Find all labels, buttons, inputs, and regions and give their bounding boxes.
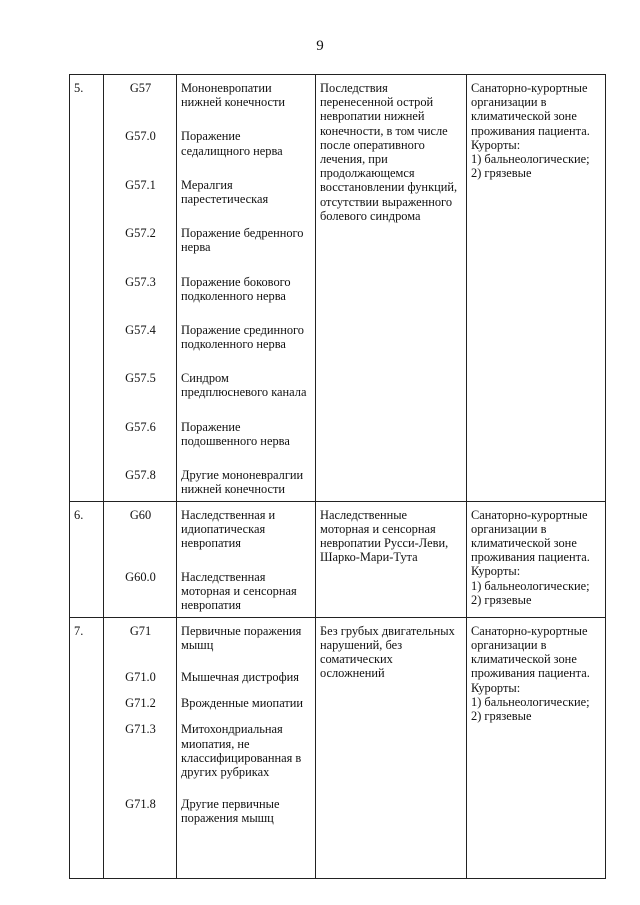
indication-line: отсутствии выраженного [320, 194, 453, 209]
resort-line: Курорты: [471, 564, 521, 579]
icd-code: G60 [129, 507, 152, 522]
resort-line: 2) грязевые [471, 708, 532, 723]
indication-cell [316, 617, 467, 878]
diagnosis-name-line: классифицированная в [181, 750, 302, 765]
resort-cell [467, 75, 606, 502]
diagnosis-name-line: Синдром [181, 371, 229, 386]
diagnosis-name-line: Поражение срединного [181, 322, 304, 337]
diagnosis-name-line: идиопатическая [181, 521, 266, 536]
icd-code: G71.2 [125, 696, 156, 711]
indication-line: восстановлении функций, [320, 180, 458, 195]
icd-code: G57.4 [125, 322, 156, 337]
icd-code: G57.2 [125, 226, 156, 241]
resort-line: 2) грязевые [471, 166, 532, 181]
indication-cell [316, 501, 467, 617]
diagnosis-names-cell [177, 501, 316, 617]
diagnosis-name-line: Митохондриальная [181, 722, 283, 737]
icd-code-entry [108, 468, 173, 496]
diagnosis-name-line: подколенного нерва [181, 288, 286, 303]
icd-code-entry [108, 371, 173, 399]
row-number: 5. [70, 75, 104, 502]
indication-line: болевого синдрома [320, 208, 421, 223]
icd-code-entry [108, 624, 173, 652]
indication-line: соматических [320, 652, 393, 667]
icd-code: G57.5 [125, 371, 156, 386]
resort-line: 1) бальнеологические; [471, 578, 590, 593]
indication-line: Шарко-Мари-Тута [320, 550, 418, 565]
icd-code-entry [108, 797, 173, 825]
indication-line: продолжающемся [320, 166, 415, 181]
icd-code: G57.1 [125, 177, 156, 192]
diagnosis-name-line: нижней конечности [181, 95, 286, 110]
diagnosis-name-line: Мералгия [181, 177, 233, 192]
icd-code-entry [108, 570, 173, 613]
diagnosis-name-line: Первичные поражения [181, 623, 302, 638]
resort-line: 1) бальнеологические; [471, 152, 590, 167]
diagnosis-entry [181, 624, 312, 652]
resort-line: климатической зоне [471, 535, 577, 550]
resort-line: проживания пациента. [471, 550, 590, 565]
indication-line: перенесенной острой [320, 95, 434, 110]
indication-line: невропатии Русси-Леви, [320, 535, 449, 550]
indication-line: конечности, в том числе [320, 123, 448, 138]
icd-code: G57.3 [125, 274, 156, 289]
icd-code: G57 [129, 81, 152, 95]
diagnosis-entry [181, 275, 312, 303]
indication-line: невропатии нижней [320, 109, 425, 124]
diagnosis-name-line: мышц [181, 637, 214, 652]
indication-line: нарушений, без [320, 637, 403, 652]
icd-code-entry [108, 81, 173, 109]
icd-code: G57.8 [125, 468, 156, 483]
diagnosis-name-line: Наследственная и [181, 507, 276, 522]
diagnosis-name-line: парестетическая [181, 191, 269, 206]
indication-cell [316, 75, 467, 502]
icd-code-entry [108, 722, 173, 779]
diagnosis-name-line: нижней конечности [181, 482, 286, 497]
diagnosis-name-line: нерва [181, 240, 211, 255]
icd-code-entry [108, 178, 173, 206]
table-row [70, 617, 606, 878]
diagnosis-name-line: Поражение бокового [181, 274, 291, 289]
diagnosis-name-line: миопатия, не [181, 736, 250, 751]
resort-line: проживания пациента. [471, 666, 590, 681]
icd-code: G57.0 [125, 129, 156, 144]
diagnosis-name-line: Мышечная дистрофия [181, 670, 299, 685]
diagnosis-names-cell [177, 75, 316, 502]
diagnosis-entry [181, 371, 312, 399]
indication-line: Последствия [320, 81, 388, 95]
diagnosis-entry [181, 670, 312, 684]
diagnosis-name-line: подошвенного нерва [181, 433, 290, 448]
icd-code-entry [108, 670, 173, 684]
sanatorium-indications-table [69, 74, 606, 879]
icd-code-entry [108, 420, 173, 448]
icd-code: G57.6 [125, 419, 156, 434]
icd-code: G71.0 [125, 670, 156, 685]
diagnosis-entry [181, 696, 312, 710]
diagnosis-name-line: Другие первичные [181, 797, 280, 812]
diagnosis-name-line: невропатия [181, 598, 241, 613]
icd-codes-cell [104, 75, 177, 502]
diagnosis-name-line: предплюсневого канала [181, 385, 307, 400]
resort-line: Курорты: [471, 137, 521, 152]
resort-line: Курорты: [471, 680, 521, 695]
resort-line: климатической зоне [471, 652, 577, 667]
diagnosis-entry [181, 468, 312, 496]
diagnosis-name-line: других рубриках [181, 765, 270, 780]
diagnosis-name-line: Поражение бедренного [181, 226, 304, 241]
diagnosis-name-line: моторная и сенсорная [181, 584, 297, 599]
page-number: 9 [316, 38, 324, 54]
diagnosis-name-line: Поражение [181, 129, 241, 144]
indication-line: Наследственные [320, 507, 408, 522]
diagnosis-entry [181, 508, 312, 551]
resort-cell [467, 617, 606, 878]
diagnosis-entry [181, 323, 312, 351]
indication-line: Без грубых двигательных [320, 623, 455, 638]
icd-code-entry [108, 696, 173, 710]
resort-line: 2) грязевые [471, 592, 532, 607]
diagnosis-names-cell [177, 617, 316, 878]
diagnosis-name-line: Мононевропатии [181, 81, 272, 95]
table-row [70, 75, 606, 502]
diagnosis-entry [181, 722, 312, 779]
resort-line: организации в [471, 637, 547, 652]
indication-line: лечения, при [320, 152, 388, 167]
diagnosis-entry [181, 129, 312, 157]
icd-code: G71.8 [125, 797, 156, 812]
icd-code-entry [108, 226, 173, 254]
resort-line: организации в [471, 95, 547, 110]
diagnosis-entry [181, 178, 312, 206]
icd-code-entry [108, 508, 173, 551]
row-number: 7. [70, 617, 104, 878]
icd-code-entry [108, 323, 173, 351]
diagnosis-name-line: Поражение [181, 419, 241, 434]
resort-line: Санаторно-курортные [471, 507, 588, 522]
icd-code: G71.3 [125, 722, 156, 737]
resort-line: организации в [471, 521, 547, 536]
icd-codes-cell [104, 501, 177, 617]
resort-cell [467, 501, 606, 617]
diagnosis-entry [181, 226, 312, 254]
indication-line: моторная и сенсорная [320, 521, 436, 536]
resort-line: Санаторно-курортные [471, 81, 588, 95]
diagnosis-name-line: Врожденные миопатии [181, 696, 304, 711]
icd-code: G71 [129, 623, 152, 638]
table-row [70, 501, 606, 617]
diagnosis-name-line: подколенного нерва [181, 337, 286, 352]
diagnosis-entry [181, 570, 312, 613]
diagnosis-name-line: невропатия [181, 535, 241, 550]
indication-line: осложнений [320, 666, 385, 681]
resort-line: Санаторно-курортные [471, 623, 588, 638]
row-number: 6. [70, 501, 104, 617]
icd-code: G60.0 [125, 570, 156, 585]
resort-line: 1) бальнеологические; [471, 694, 590, 709]
diagnosis-name-line: Другие мононевралгии [181, 468, 304, 482]
diagnosis-name-line: седалищного нерва [181, 143, 283, 158]
diagnosis-entry [181, 420, 312, 448]
diagnosis-entry [181, 81, 312, 109]
indication-line: после оперативного [320, 137, 425, 152]
diagnosis-name-line: Наследственная [181, 570, 266, 585]
resort-line: проживания пациента. [471, 123, 590, 138]
icd-codes-cell [104, 617, 177, 878]
icd-code-entry [108, 275, 173, 303]
resort-line: климатической зоне [471, 109, 577, 124]
diagnosis-entry [181, 797, 312, 825]
diagnosis-name-line: поражения мышц [181, 811, 274, 826]
icd-code-entry [108, 129, 173, 157]
